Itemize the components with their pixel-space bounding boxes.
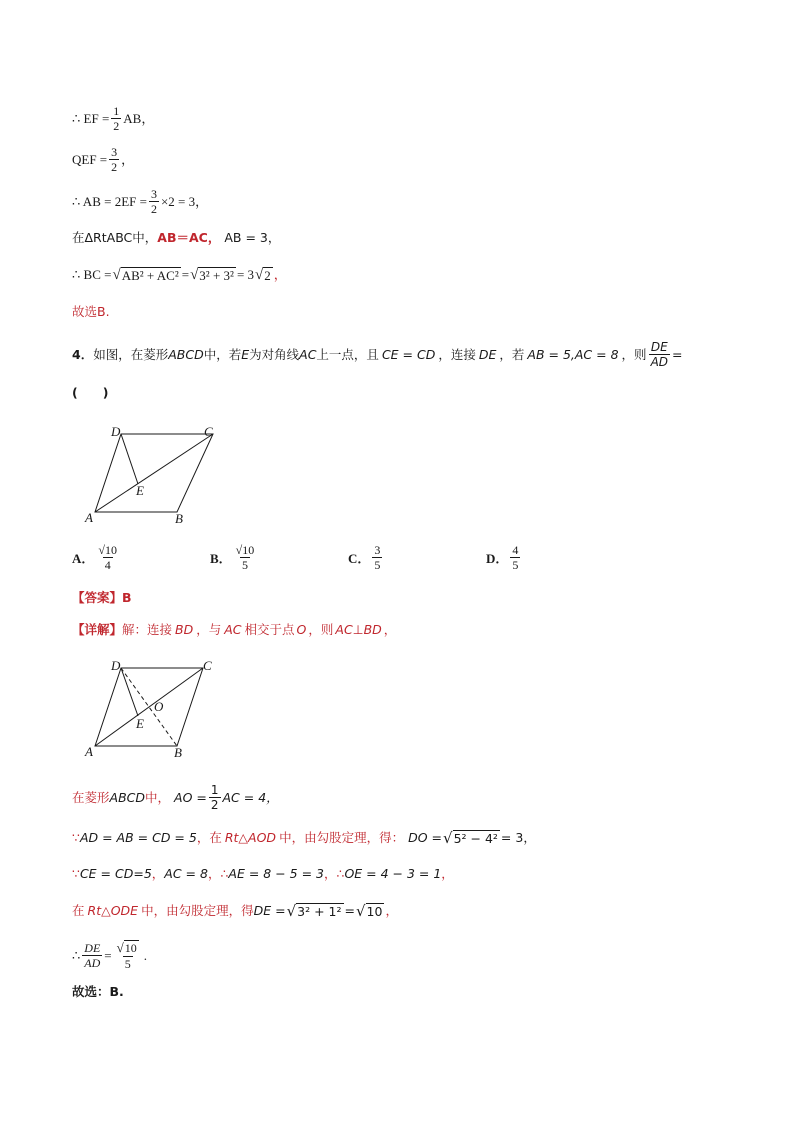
text: ∴ EF = xyxy=(72,110,110,126)
step-4: 在 Rt△ODE 中，由勾股定理，得 DE = √ 3² + 1² = √ 10 ， xyxy=(72,902,398,920)
solution-line-6: 故选B. xyxy=(72,304,110,319)
label-e: E xyxy=(136,483,144,498)
text: ×2 = 3， xyxy=(160,193,209,209)
diagonal-ac xyxy=(95,668,203,746)
option-a[interactable]: A． $\frac{√10}{4}$ xyxy=(72,543,117,572)
sqrt: √ 5² − 4² xyxy=(443,829,498,847)
fraction: $\frac{3}{2}$ xyxy=(150,187,157,216)
rhombus-figure-2 xyxy=(80,656,230,761)
fraction: $\frac{3}{2}$ xyxy=(111,145,118,174)
detail-line: 【详解】 解：连接 BD ，与 AC 相交于点 O ，则 AC⊥BD ， xyxy=(72,622,397,637)
fraction: $\frac{√10}{4}$ xyxy=(98,543,117,572)
question-4: 4． 如图，在菱形 ABCD 中，若 E 为对角线 AC 上一点，且 CE = CD ，连接 DE ，若 AB = 5,AC = 8 ，则 $\frac{DE}{AD}$ = xyxy=(72,340,683,369)
label-c: C xyxy=(204,424,213,439)
text: AB， xyxy=(123,110,155,126)
label-o: O xyxy=(154,699,164,714)
text: ∴ AB = 2EF = xyxy=(72,193,147,209)
label-a: A xyxy=(85,744,93,759)
sqrt: √ 3² + 3² xyxy=(190,267,234,283)
segment-de xyxy=(121,668,138,716)
solution-line-5: ∴ BC = √ AB² + AC² = √ 3² + 3² = 3 √ 2 ， xyxy=(72,267,287,283)
rhombus-figure-1 xyxy=(80,422,230,527)
label-c: C xyxy=(203,658,212,673)
text: QEF = xyxy=(72,151,108,167)
answer-line: 【答案】 B xyxy=(72,590,132,605)
solution-line-2 xyxy=(72,145,134,174)
fraction: $\frac{1}{2}$ xyxy=(113,104,120,133)
label-e: E xyxy=(136,716,144,731)
fraction: $\frac{4}{5}$ xyxy=(512,543,519,572)
step-5: ∴ $\frac{DE}{AD}$ = √ 10 5 . xyxy=(72,940,148,971)
step-2: ∵ AD = AB = CD = 5 ，在 Rt△AOD 中，由勾股定理，得： DO = √ 5² − 4² = 3， xyxy=(72,829,536,847)
sqrt: √ AB² + AC² xyxy=(112,267,179,283)
step-6: 故选：B. xyxy=(72,984,124,999)
solution-line-4: 在ΔRtABC中， AB＝AC， AB = 3， xyxy=(72,230,281,245)
label-d: D xyxy=(111,424,121,439)
option-b[interactable]: B． $\frac{√10}{5}$ xyxy=(210,543,255,572)
segment-de xyxy=(121,434,138,484)
answer-paren: ( ) xyxy=(72,385,109,400)
label-b: B xyxy=(174,745,182,760)
option-c[interactable]: C． $\frac{3}{5}$ xyxy=(348,543,381,572)
step-1: 在菱形 ABCD 中， AO = $\frac{1}{2}$ AC = 4， xyxy=(72,783,279,812)
label-a: A xyxy=(85,510,93,525)
solution-line-1 xyxy=(72,104,154,133)
fraction: $\frac{DE}{AD}$ xyxy=(650,340,669,369)
sqrt: √ 3² + 1² xyxy=(286,902,342,920)
sqrt: √ 10 xyxy=(355,902,383,920)
sqrt: √ 2 xyxy=(255,267,271,283)
fraction: $\frac{√10}{5}$ xyxy=(235,543,255,572)
label-d: D xyxy=(111,658,121,673)
solution-line-3 xyxy=(72,187,208,216)
fraction: √ 10 5 xyxy=(116,940,137,971)
fraction: $\frac{1}{2}$ xyxy=(210,783,219,812)
step-3: ∵ CE = CD=5 ， AC = 8 ，∴ AE = 8 − 5 = 3 ，∴ OE = 4 − 3 = 1 ， xyxy=(72,866,454,881)
fraction: $\frac{3}{5}$ xyxy=(374,543,381,572)
fraction: $\frac{DE}{AD}$ xyxy=(84,941,101,970)
label-b: B xyxy=(175,511,183,526)
option-d[interactable]: D． $\frac{4}{5}$ xyxy=(486,543,519,572)
text: ， xyxy=(121,151,135,167)
